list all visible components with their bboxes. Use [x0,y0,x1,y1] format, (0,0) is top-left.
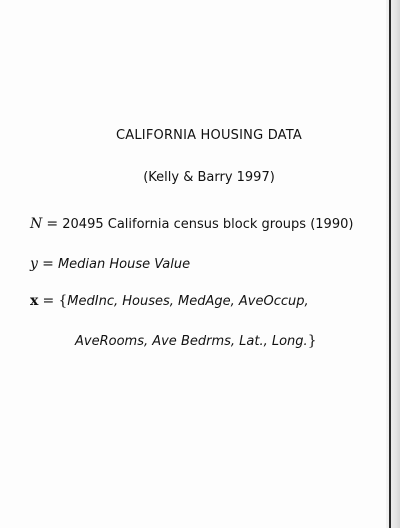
x-open-brace: { [58,293,68,309]
predictors-line-2 [75,333,317,349]
sample-size-line [30,216,353,232]
n-equals: = [46,216,59,232]
x-equals: = [42,293,55,309]
page-edge-line [389,0,391,528]
document-title: CALIFORNIA HOUSING DATA [115,128,302,143]
citation: (Kelly & Barry 1997) [143,170,275,185]
y-equals: = [42,256,54,272]
predictors-line-1 [30,293,309,309]
n-description: 20495 California census block groups (1990) [62,217,354,232]
x-predictors-part1: MedInc, Houses, MedAge, AveOccup, [67,294,309,309]
y-description: Median House Value [57,257,191,272]
x-predictors-part2: AveRooms, Ave Bedrms, Lat., Long. [75,334,308,349]
n-symbol: N [30,216,43,232]
y-symbol: y [30,256,38,272]
x-symbol: x [30,293,39,309]
response-line [30,256,190,272]
x-close-brace: } [307,333,317,349]
